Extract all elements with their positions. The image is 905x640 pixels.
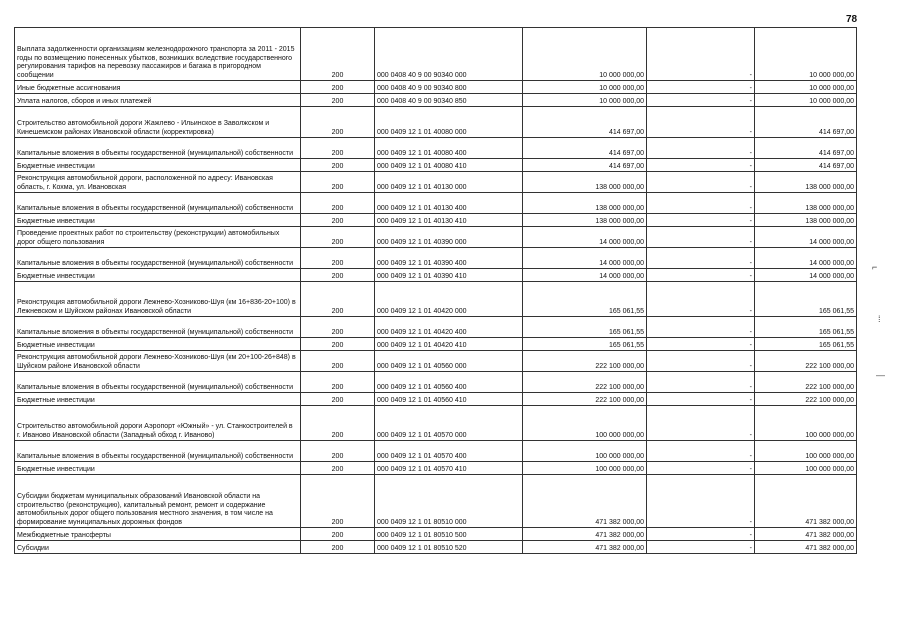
row-budget-code: 000 0409 12 1 01 40390 410 [375, 269, 523, 282]
row-budget-code: 000 0409 12 1 01 40130 000 [375, 172, 523, 193]
table-row [15, 269, 857, 282]
row-change: - [647, 528, 755, 541]
table-row [15, 172, 857, 193]
row-amount: 14 000 000,00 [523, 269, 647, 282]
row-name: Бюджетные инвестиции [15, 393, 301, 406]
row-budget-code: 000 0408 40 9 00 90340 850 [375, 94, 523, 107]
row-admin-code: 200 [301, 269, 375, 282]
table-row [15, 351, 857, 372]
row-total: 10 000 000,00 [755, 94, 857, 107]
row-total: 222 100 000,00 [755, 372, 857, 393]
row-name: Капитальные вложения в объекты государственной (муниципальной) собственности [15, 193, 301, 214]
row-total: 165 061,55 [755, 317, 857, 338]
row-admin-code: 200 [301, 441, 375, 462]
row-total: 471 382 000,00 [755, 475, 857, 528]
table-row [15, 193, 857, 214]
row-name: Реконструкция автомобильной дороги, расположенной по адресу: Ивановская область, г. Кохма, ул. Ивановская [15, 172, 301, 193]
row-budget-code: 000 0409 12 1 01 40390 000 [375, 227, 523, 248]
row-budget-code: 000 0409 12 1 01 40420 410 [375, 338, 523, 351]
row-name: Строительство автомобильной дороги Аэропорт «Южный» - ул. Станкостроителей в г. Иваново Ивановской области (Западный обход г. Иваново) [15, 406, 301, 441]
row-amount: 10 000 000,00 [523, 94, 647, 107]
table-row [15, 227, 857, 248]
table-row [15, 528, 857, 541]
row-budget-code: 000 0409 12 1 01 80510 000 [375, 475, 523, 528]
row-change: - [647, 227, 755, 248]
row-name: Капитальные вложения в объекты государственной (муниципальной) собственности [15, 248, 301, 269]
row-name: Субсидии бюджетам муниципальных образований Ивановской области на строительство (реконструкцию), капитальный ремонт, ремонт и содержание автомобильных дорог общего пользования местного значения, в том числе на формирование муниципальных дорожных фондов [15, 475, 301, 528]
table-row [15, 282, 857, 317]
table-row [15, 475, 857, 528]
row-amount: 222 100 000,00 [523, 351, 647, 372]
row-amount: 138 000 000,00 [523, 214, 647, 227]
row-name: Реконструкция автомобильной дороги Лежнево-Хозниково-Шуя (км 16+836-20+100) в Лежневском и Шуйском районах Ивановской области [15, 282, 301, 317]
row-name: Бюджетные инвестиции [15, 462, 301, 475]
row-name: Капитальные вложения в объекты государственной (муниципальной) собственности [15, 317, 301, 338]
row-amount: 414 697,00 [523, 138, 647, 159]
table-row [15, 159, 857, 172]
row-total: 222 100 000,00 [755, 351, 857, 372]
row-total: 10 000 000,00 [755, 28, 857, 81]
row-admin-code: 200 [301, 338, 375, 351]
row-amount: 138 000 000,00 [523, 172, 647, 193]
row-amount: 10 000 000,00 [523, 28, 647, 81]
table-row [15, 317, 857, 338]
page-number: 78 [846, 14, 858, 25]
row-name: Капитальные вложения в объекты государственной (муниципальной) собственности [15, 138, 301, 159]
row-amount: 138 000 000,00 [523, 193, 647, 214]
row-name: Иные бюджетные ассигнования [15, 81, 301, 94]
row-admin-code: 200 [301, 475, 375, 528]
scan-artifact-mark: — [876, 370, 885, 380]
row-admin-code: 200 [301, 159, 375, 172]
row-change: - [647, 317, 755, 338]
table-row [15, 541, 857, 554]
table-row [15, 107, 857, 138]
row-name: Капитальные вложения в объекты государственной (муниципальной) собственности [15, 372, 301, 393]
row-amount: 471 382 000,00 [523, 541, 647, 554]
row-admin-code: 200 [301, 94, 375, 107]
row-total: 138 000 000,00 [755, 214, 857, 227]
row-amount: 100 000 000,00 [523, 462, 647, 475]
row-total: 138 000 000,00 [755, 193, 857, 214]
scan-artifact-mark: ⁞ [878, 314, 881, 324]
row-total: 165 061,55 [755, 282, 857, 317]
row-budget-code: 000 0409 12 1 01 40130 400 [375, 193, 523, 214]
row-change: - [647, 193, 755, 214]
row-budget-code: 000 0409 12 1 01 40570 400 [375, 441, 523, 462]
table-row [15, 406, 857, 441]
row-name: Проведение проектных работ по строительству (реконструкции) автомобильных дорог общего пользования [15, 227, 301, 248]
row-amount: 471 382 000,00 [523, 528, 647, 541]
table-row [15, 393, 857, 406]
row-total: 222 100 000,00 [755, 393, 857, 406]
row-name: Капитальные вложения в объекты государственной (муниципальной) собственности [15, 441, 301, 462]
row-admin-code: 200 [301, 28, 375, 81]
row-name: Бюджетные инвестиции [15, 159, 301, 172]
row-admin-code: 200 [301, 227, 375, 248]
row-change: - [647, 338, 755, 351]
budget-table [14, 27, 857, 554]
row-admin-code: 200 [301, 462, 375, 475]
row-admin-code: 200 [301, 248, 375, 269]
row-name: Бюджетные инвестиции [15, 269, 301, 282]
row-change: - [647, 475, 755, 528]
table-row [15, 372, 857, 393]
row-total: 138 000 000,00 [755, 172, 857, 193]
table-row [15, 441, 857, 462]
row-name: Межбюджетные трансферты [15, 528, 301, 541]
row-name: Реконструкция автомобильной дороги Лежнево-Хозниково-Шуя (км 20+100-26+848) в Шуйском районе Ивановской области [15, 351, 301, 372]
row-name: Бюджетные инвестиции [15, 214, 301, 227]
row-total: 414 697,00 [755, 138, 857, 159]
row-change: - [647, 172, 755, 193]
row-change: - [647, 248, 755, 269]
row-budget-code: 000 0409 12 1 01 40420 400 [375, 317, 523, 338]
row-amount: 414 697,00 [523, 159, 647, 172]
table-row [15, 338, 857, 351]
row-total: 414 697,00 [755, 107, 857, 138]
row-admin-code: 200 [301, 193, 375, 214]
row-change: - [647, 441, 755, 462]
row-budget-code: 000 0409 12 1 01 40390 400 [375, 248, 523, 269]
row-admin-code: 200 [301, 138, 375, 159]
row-amount: 165 061,55 [523, 317, 647, 338]
row-total: 100 000 000,00 [755, 462, 857, 475]
row-amount: 14 000 000,00 [523, 227, 647, 248]
row-budget-code: 000 0409 12 1 01 40560 000 [375, 351, 523, 372]
scan-artifact-mark: ⌐ [872, 262, 878, 272]
row-amount: 14 000 000,00 [523, 248, 647, 269]
row-amount: 100 000 000,00 [523, 406, 647, 441]
row-name: Строительство автомобильной дороги Жажлево - Ильинское в Заволжском и Кинешемском районах Ивановской области (корректировка) [15, 107, 301, 138]
row-change: - [647, 351, 755, 372]
row-amount: 414 697,00 [523, 107, 647, 138]
row-change: - [647, 541, 755, 554]
row-amount: 222 100 000,00 [523, 372, 647, 393]
row-change: - [647, 393, 755, 406]
table-row [15, 214, 857, 227]
row-change: - [647, 269, 755, 282]
row-name: Уплата налогов, сборов и иных платежей [15, 94, 301, 107]
row-budget-code: 000 0409 12 1 01 40080 400 [375, 138, 523, 159]
row-total: 100 000 000,00 [755, 441, 857, 462]
row-admin-code: 200 [301, 81, 375, 94]
row-change: - [647, 81, 755, 94]
row-change: - [647, 214, 755, 227]
row-budget-code: 000 0409 12 1 01 80510 500 [375, 528, 523, 541]
row-change: - [647, 107, 755, 138]
row-total: 471 382 000,00 [755, 541, 857, 554]
row-amount: 222 100 000,00 [523, 393, 647, 406]
table-row [15, 28, 857, 81]
row-change: - [647, 462, 755, 475]
row-total: 471 382 000,00 [755, 528, 857, 541]
table-row [15, 138, 857, 159]
row-budget-code: 000 0409 12 1 01 40560 410 [375, 393, 523, 406]
row-admin-code: 200 [301, 528, 375, 541]
row-name: Бюджетные инвестиции [15, 338, 301, 351]
row-budget-code: 000 0409 12 1 01 40420 000 [375, 282, 523, 317]
row-budget-code: 000 0409 12 1 01 40570 410 [375, 462, 523, 475]
table-row [15, 81, 857, 94]
row-total: 100 000 000,00 [755, 406, 857, 441]
row-total: 414 697,00 [755, 159, 857, 172]
row-budget-code: 000 0409 12 1 01 40080 410 [375, 159, 523, 172]
row-amount: 471 382 000,00 [523, 475, 647, 528]
row-admin-code: 200 [301, 172, 375, 193]
row-admin-code: 200 [301, 107, 375, 138]
row-admin-code: 200 [301, 406, 375, 441]
row-amount: 165 061,55 [523, 338, 647, 351]
row-budget-code: 000 0409 12 1 01 80510 520 [375, 541, 523, 554]
table-row [15, 248, 857, 269]
row-change: - [647, 406, 755, 441]
row-change: - [647, 282, 755, 317]
row-admin-code: 200 [301, 541, 375, 554]
row-change: - [647, 94, 755, 107]
row-admin-code: 200 [301, 282, 375, 317]
row-change: - [647, 159, 755, 172]
row-change: - [647, 138, 755, 159]
row-budget-code: 000 0408 40 9 00 90340 800 [375, 81, 523, 94]
table-row [15, 94, 857, 107]
row-total: 10 000 000,00 [755, 81, 857, 94]
row-admin-code: 200 [301, 393, 375, 406]
row-total: 165 061,55 [755, 338, 857, 351]
row-admin-code: 200 [301, 317, 375, 338]
row-budget-code: 000 0409 12 1 01 40130 410 [375, 214, 523, 227]
row-change: - [647, 28, 755, 81]
row-name: Выплата задолженности организациям железнодорожного транспорта за 2011 - 2015 годы по возмещению понесенных убытков, возникших вследствие государственного регулирования тарифов на перевозку пассажиров и багажа в пригородном сообщении [15, 28, 301, 81]
row-amount: 165 061,55 [523, 282, 647, 317]
row-amount: 10 000 000,00 [523, 81, 647, 94]
row-admin-code: 200 [301, 214, 375, 227]
row-budget-code: 000 0409 12 1 01 40560 400 [375, 372, 523, 393]
row-total: 14 000 000,00 [755, 248, 857, 269]
table-row [15, 462, 857, 475]
row-budget-code: 000 0409 12 1 01 40570 000 [375, 406, 523, 441]
row-budget-code: 000 0409 12 1 01 40080 000 [375, 107, 523, 138]
row-total: 14 000 000,00 [755, 269, 857, 282]
row-amount: 100 000 000,00 [523, 441, 647, 462]
row-name: Субсидии [15, 541, 301, 554]
row-admin-code: 200 [301, 351, 375, 372]
row-budget-code: 000 0408 40 9 00 90340 000 [375, 28, 523, 81]
row-admin-code: 200 [301, 372, 375, 393]
row-change: - [647, 372, 755, 393]
row-total: 14 000 000,00 [755, 227, 857, 248]
